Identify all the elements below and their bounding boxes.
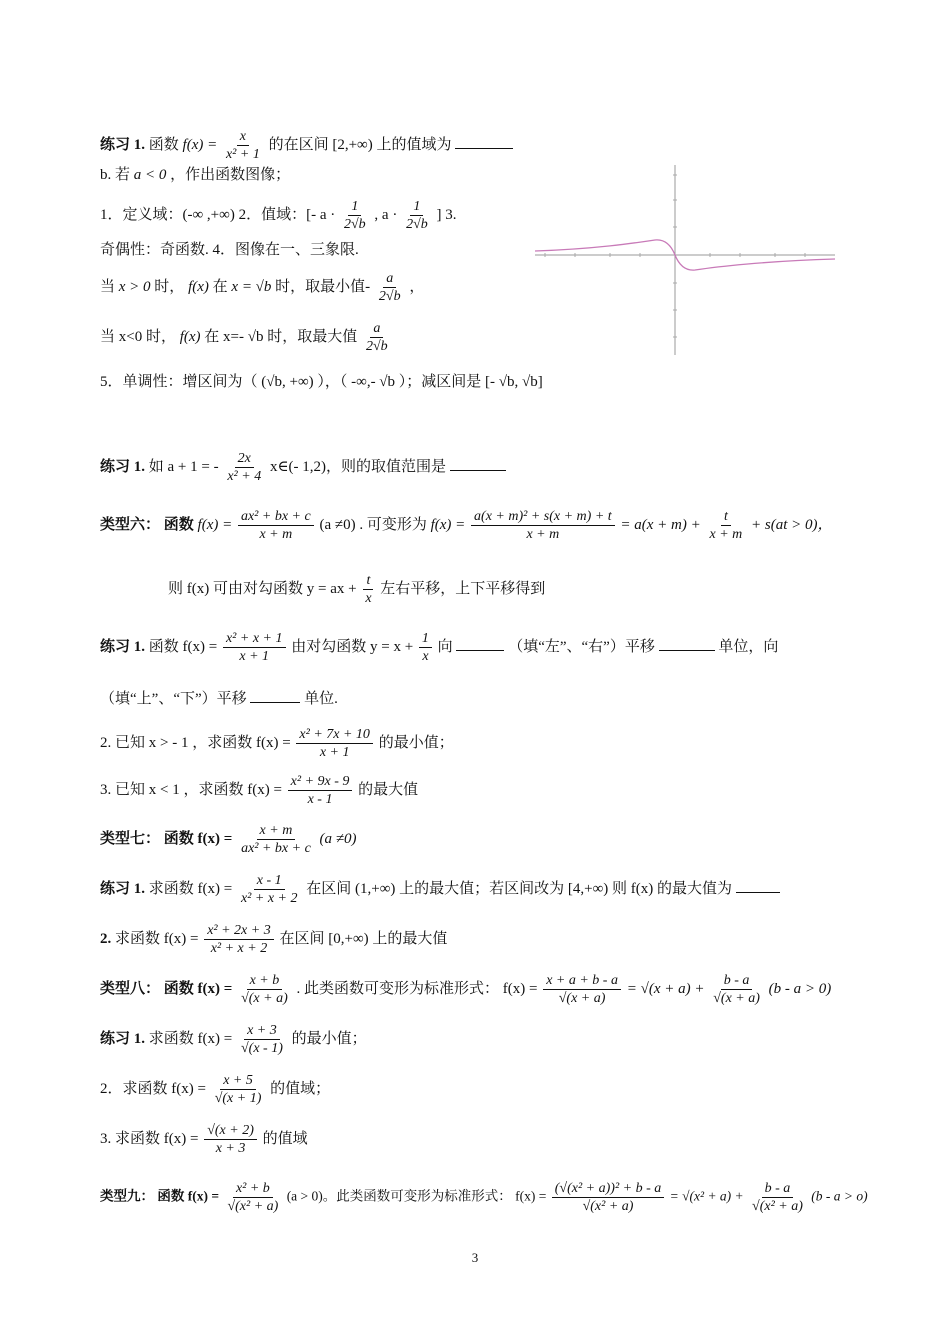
denominator: √(x + a): [558, 991, 606, 1006]
text: 函数: [163, 516, 194, 533]
type-9-definition: [100, 1180, 868, 1215]
type-8-definition: [100, 972, 831, 1007]
denominator: x² + 4: [227, 469, 262, 484]
f-of-x: f(x) =: [430, 516, 466, 533]
text: ，作出函数图像；: [170, 167, 291, 183]
numerator: √(x + 2): [204, 1122, 257, 1140]
fraction: [238, 822, 314, 857]
text: 函数 f(x) =: [163, 980, 233, 997]
numerator: t: [363, 572, 373, 590]
denominator: √(x² + a): [582, 1199, 634, 1214]
denominator: √(x + a): [713, 991, 760, 1006]
property-3-4: [100, 240, 359, 260]
answer-blank[interactable]: [455, 134, 513, 149]
text: 单位，向: [718, 638, 779, 655]
fraction: [223, 630, 286, 665]
text: 在区间 [0,+∞) 上的最大值: [279, 930, 448, 947]
exercise-1-range: [100, 128, 513, 163]
numerator: (√(x² + a))² + b - a: [552, 1180, 665, 1198]
text: , a ·: [374, 206, 398, 223]
answer-blank[interactable]: [736, 878, 780, 893]
fraction: [749, 1180, 806, 1215]
text: ，: [409, 278, 425, 295]
text: 时，取最小值-: [275, 278, 371, 295]
denominator: √(x + a): [241, 991, 288, 1006]
fraction: [341, 198, 369, 233]
numerator: x² + b: [233, 1180, 273, 1198]
interval: [2,+∞): [332, 136, 373, 153]
type-6-definition: [100, 508, 833, 543]
fraction: [224, 1180, 281, 1215]
fraction: [362, 572, 374, 607]
text: 2. 已知 x > - 1 ，求函数 f(x) =: [100, 734, 291, 751]
denominator: 2√b: [378, 289, 401, 304]
exercise-6-3: [100, 773, 418, 808]
type-label: 类型六：: [100, 516, 161, 533]
denominator: x: [365, 591, 372, 606]
math: f(x): [188, 278, 209, 295]
text: 的在区间: [268, 136, 329, 153]
text: 求函数 f(x) =: [115, 930, 199, 947]
numerator: ax² + bx + c: [238, 508, 314, 526]
type-label: 类型八：: [100, 980, 161, 997]
condition: a < 0: [133, 167, 167, 183]
denominator: x + m: [709, 527, 743, 542]
numerator: a: [383, 270, 396, 288]
fraction: [419, 630, 432, 665]
exercise-1-a-range: [100, 450, 506, 485]
numerator: x + m: [257, 822, 296, 840]
text: 函数: [148, 136, 179, 153]
property-1-2: [100, 198, 457, 233]
numerator: b - a: [762, 1180, 794, 1198]
text: 的值域；: [270, 1080, 331, 1097]
fraction: [238, 972, 291, 1007]
numerator: x² + 9x - 9: [288, 773, 353, 791]
property-min: [100, 270, 424, 305]
text: 2．求函数 f(x) =: [100, 1080, 206, 1097]
text: 函数 f(x) =: [163, 830, 233, 847]
numerator: x² + 2x + 3: [204, 922, 274, 940]
exercise-8-3: [100, 1122, 308, 1157]
answer-blank[interactable]: [450, 456, 506, 471]
text: 3. 求函数 f(x) =: [100, 1130, 199, 1147]
fraction: [224, 450, 264, 485]
fraction: [710, 972, 763, 1007]
f-of-x: f(x) =: [182, 136, 218, 153]
page-number: 3: [471, 1250, 479, 1265]
math: f(x): [179, 328, 201, 345]
math: = a(x + m) +: [620, 516, 701, 533]
exercise-7-2: [100, 922, 447, 957]
fraction: [204, 1122, 257, 1157]
text: 5．单调性：增区间为（ (√b, +∞) ），（ -∞,- √b ）；减区间是 [- √b, √b]: [100, 374, 543, 390]
text: . 此类函数可变形为标准形式： f(x) =: [296, 980, 538, 997]
function-graph: [535, 165, 835, 355]
exercise-8-1: [100, 1022, 367, 1057]
text: (a ≠0) . 可变形为: [319, 516, 427, 533]
exercise-7-1: [100, 872, 780, 907]
fraction: [552, 1180, 665, 1215]
answer-blank[interactable]: [659, 636, 715, 651]
fraction: [288, 773, 353, 808]
text: 时，: [154, 278, 185, 295]
fraction: [403, 198, 431, 233]
numerator: x + b: [247, 972, 283, 990]
text: 左右平移，上下平移得到: [380, 580, 546, 597]
exercise-6-1: [100, 630, 778, 665]
text: (a > 0)。此类函数可变形为标准形式： f(x) =: [286, 1188, 547, 1204]
text: 的最小值；: [291, 1030, 367, 1047]
math: x = √b: [231, 278, 272, 295]
fraction: [471, 508, 615, 543]
text: 当 x<0 时，: [100, 328, 176, 345]
denominator: x: [422, 649, 429, 664]
text: 在 x=- √b 时，取最大值: [204, 328, 358, 345]
text: 向: [437, 638, 453, 655]
text: 由对勾函数 y = x +: [291, 638, 414, 655]
text: 的最小值；: [378, 734, 454, 751]
text: 函数 f(x) =: [157, 1188, 220, 1204]
math: x > 0: [118, 278, 151, 295]
fraction: [543, 972, 621, 1007]
text: 奇偶性：奇函数. 4．图像在一、三象限.: [100, 242, 359, 258]
numerator: 1: [348, 198, 361, 216]
numerator: 1: [419, 630, 432, 648]
text: 则 f(x) 可由对勾函数 y = ax +: [168, 580, 357, 597]
b-line: [100, 165, 290, 185]
type-label: 类型九：: [100, 1188, 154, 1204]
fraction: [223, 128, 263, 163]
property-max: [100, 320, 393, 355]
type-7-definition: [100, 822, 357, 857]
math: (a ≠0): [319, 830, 357, 847]
denominator: x + 1: [319, 745, 350, 760]
math: (b - a > 0): [768, 980, 832, 997]
numerator: a: [370, 320, 383, 338]
fraction: [204, 922, 274, 957]
denominator: 2√b: [406, 217, 428, 232]
numerator: x: [237, 128, 249, 146]
text: x∈(- 1,2)，则的取值范围是: [269, 458, 447, 475]
text: 单位.: [304, 691, 338, 707]
denominator: x - 1: [307, 792, 333, 807]
numerator: a(x + m)² + s(x + m) + t: [471, 508, 615, 526]
numerator: x² + x + 1: [223, 630, 286, 648]
numerator: t: [721, 508, 731, 526]
numerator: x - 1: [254, 872, 285, 890]
exercise-label: 练习 1.: [100, 1030, 146, 1047]
math: 如 a + 1 = -: [148, 458, 219, 475]
fraction: [238, 508, 314, 543]
denominator: ax² + bx + c: [241, 841, 311, 856]
fraction: [238, 872, 301, 907]
denominator: x + m: [259, 527, 293, 542]
text: 的最大值: [358, 781, 419, 798]
denominator: x + m: [526, 527, 560, 542]
text: 在区间 (1,+∞) 上的最大值；若区间改为 [4,+∞) 则 f(x) 的最大值为: [306, 880, 733, 897]
text: 函数 f(x) =: [148, 638, 218, 655]
denominator: √(x² + a): [227, 1199, 279, 1214]
exercise-label: 2.: [100, 930, 112, 947]
exercise-6-2: [100, 726, 454, 761]
text: 上的值域为: [376, 136, 452, 153]
fraction: [212, 1072, 265, 1107]
numerator: 1: [410, 198, 423, 216]
denominator: x² + x + 2: [240, 891, 298, 906]
numerator: x² + 7x + 10: [296, 726, 373, 744]
text: ] 3.: [436, 206, 457, 223]
text: 1．定义域：(-∞ ,+∞) 2．值域：[- a ·: [100, 206, 336, 223]
text: （填“上”、“下”）平移: [100, 691, 247, 707]
exercise-label: 练习 1.: [100, 880, 146, 897]
math: = √(x + a) +: [626, 980, 705, 997]
math: + s(at > 0)，: [751, 516, 833, 533]
math: = √(x² + a) +: [669, 1188, 744, 1204]
fraction: [296, 726, 373, 761]
answer-blank[interactable]: [250, 688, 300, 703]
fraction: [376, 270, 404, 305]
text: b. 若: [100, 167, 131, 183]
answer-blank[interactable]: [456, 636, 504, 651]
text: （填“左”、“右”）平移: [508, 638, 655, 655]
denominator: √(x + 1): [214, 1091, 262, 1106]
denominator: x² + x + 2: [210, 941, 268, 956]
numerator: 2x: [235, 450, 254, 468]
fraction: [707, 508, 746, 543]
numerator: x + 3: [244, 1022, 280, 1040]
type-label: 类型七：: [100, 830, 161, 847]
denominator: 2√b: [366, 339, 388, 354]
numerator: x + 5: [220, 1072, 256, 1090]
math: (b - a > o): [811, 1188, 868, 1204]
denominator: x + 1: [239, 649, 270, 664]
exercise-label: 练习 1.: [100, 136, 146, 153]
numerator: b - a: [721, 972, 753, 990]
denominator: √(x² + a): [752, 1199, 803, 1214]
denominator: √(x - 1): [240, 1041, 283, 1056]
denominator: x² + 1: [225, 147, 260, 162]
text: 3. 已知 x < 1 ，求函数 f(x) =: [100, 781, 282, 798]
exercise-label: 练习 1.: [100, 458, 146, 475]
fraction: [238, 1022, 286, 1057]
property-monotonic: [100, 372, 543, 392]
fraction: [363, 320, 391, 355]
text: 求函数 f(x) =: [148, 1030, 233, 1047]
text: 求函数 f(x) =: [148, 880, 233, 897]
exercise-label: 练习 1.: [100, 638, 146, 655]
type-6-note: [168, 572, 545, 607]
numerator: x + a + b - a: [543, 972, 621, 990]
text: 当: [100, 278, 116, 295]
denominator: 2√b: [343, 217, 366, 232]
text: 的值域: [262, 1130, 308, 1147]
text: 在: [212, 278, 228, 295]
exercise-6-1-cont: [100, 688, 338, 709]
denominator: x + 3: [215, 1141, 246, 1156]
f-of-x: f(x) =: [197, 516, 233, 533]
exercise-8-2: [100, 1072, 330, 1107]
